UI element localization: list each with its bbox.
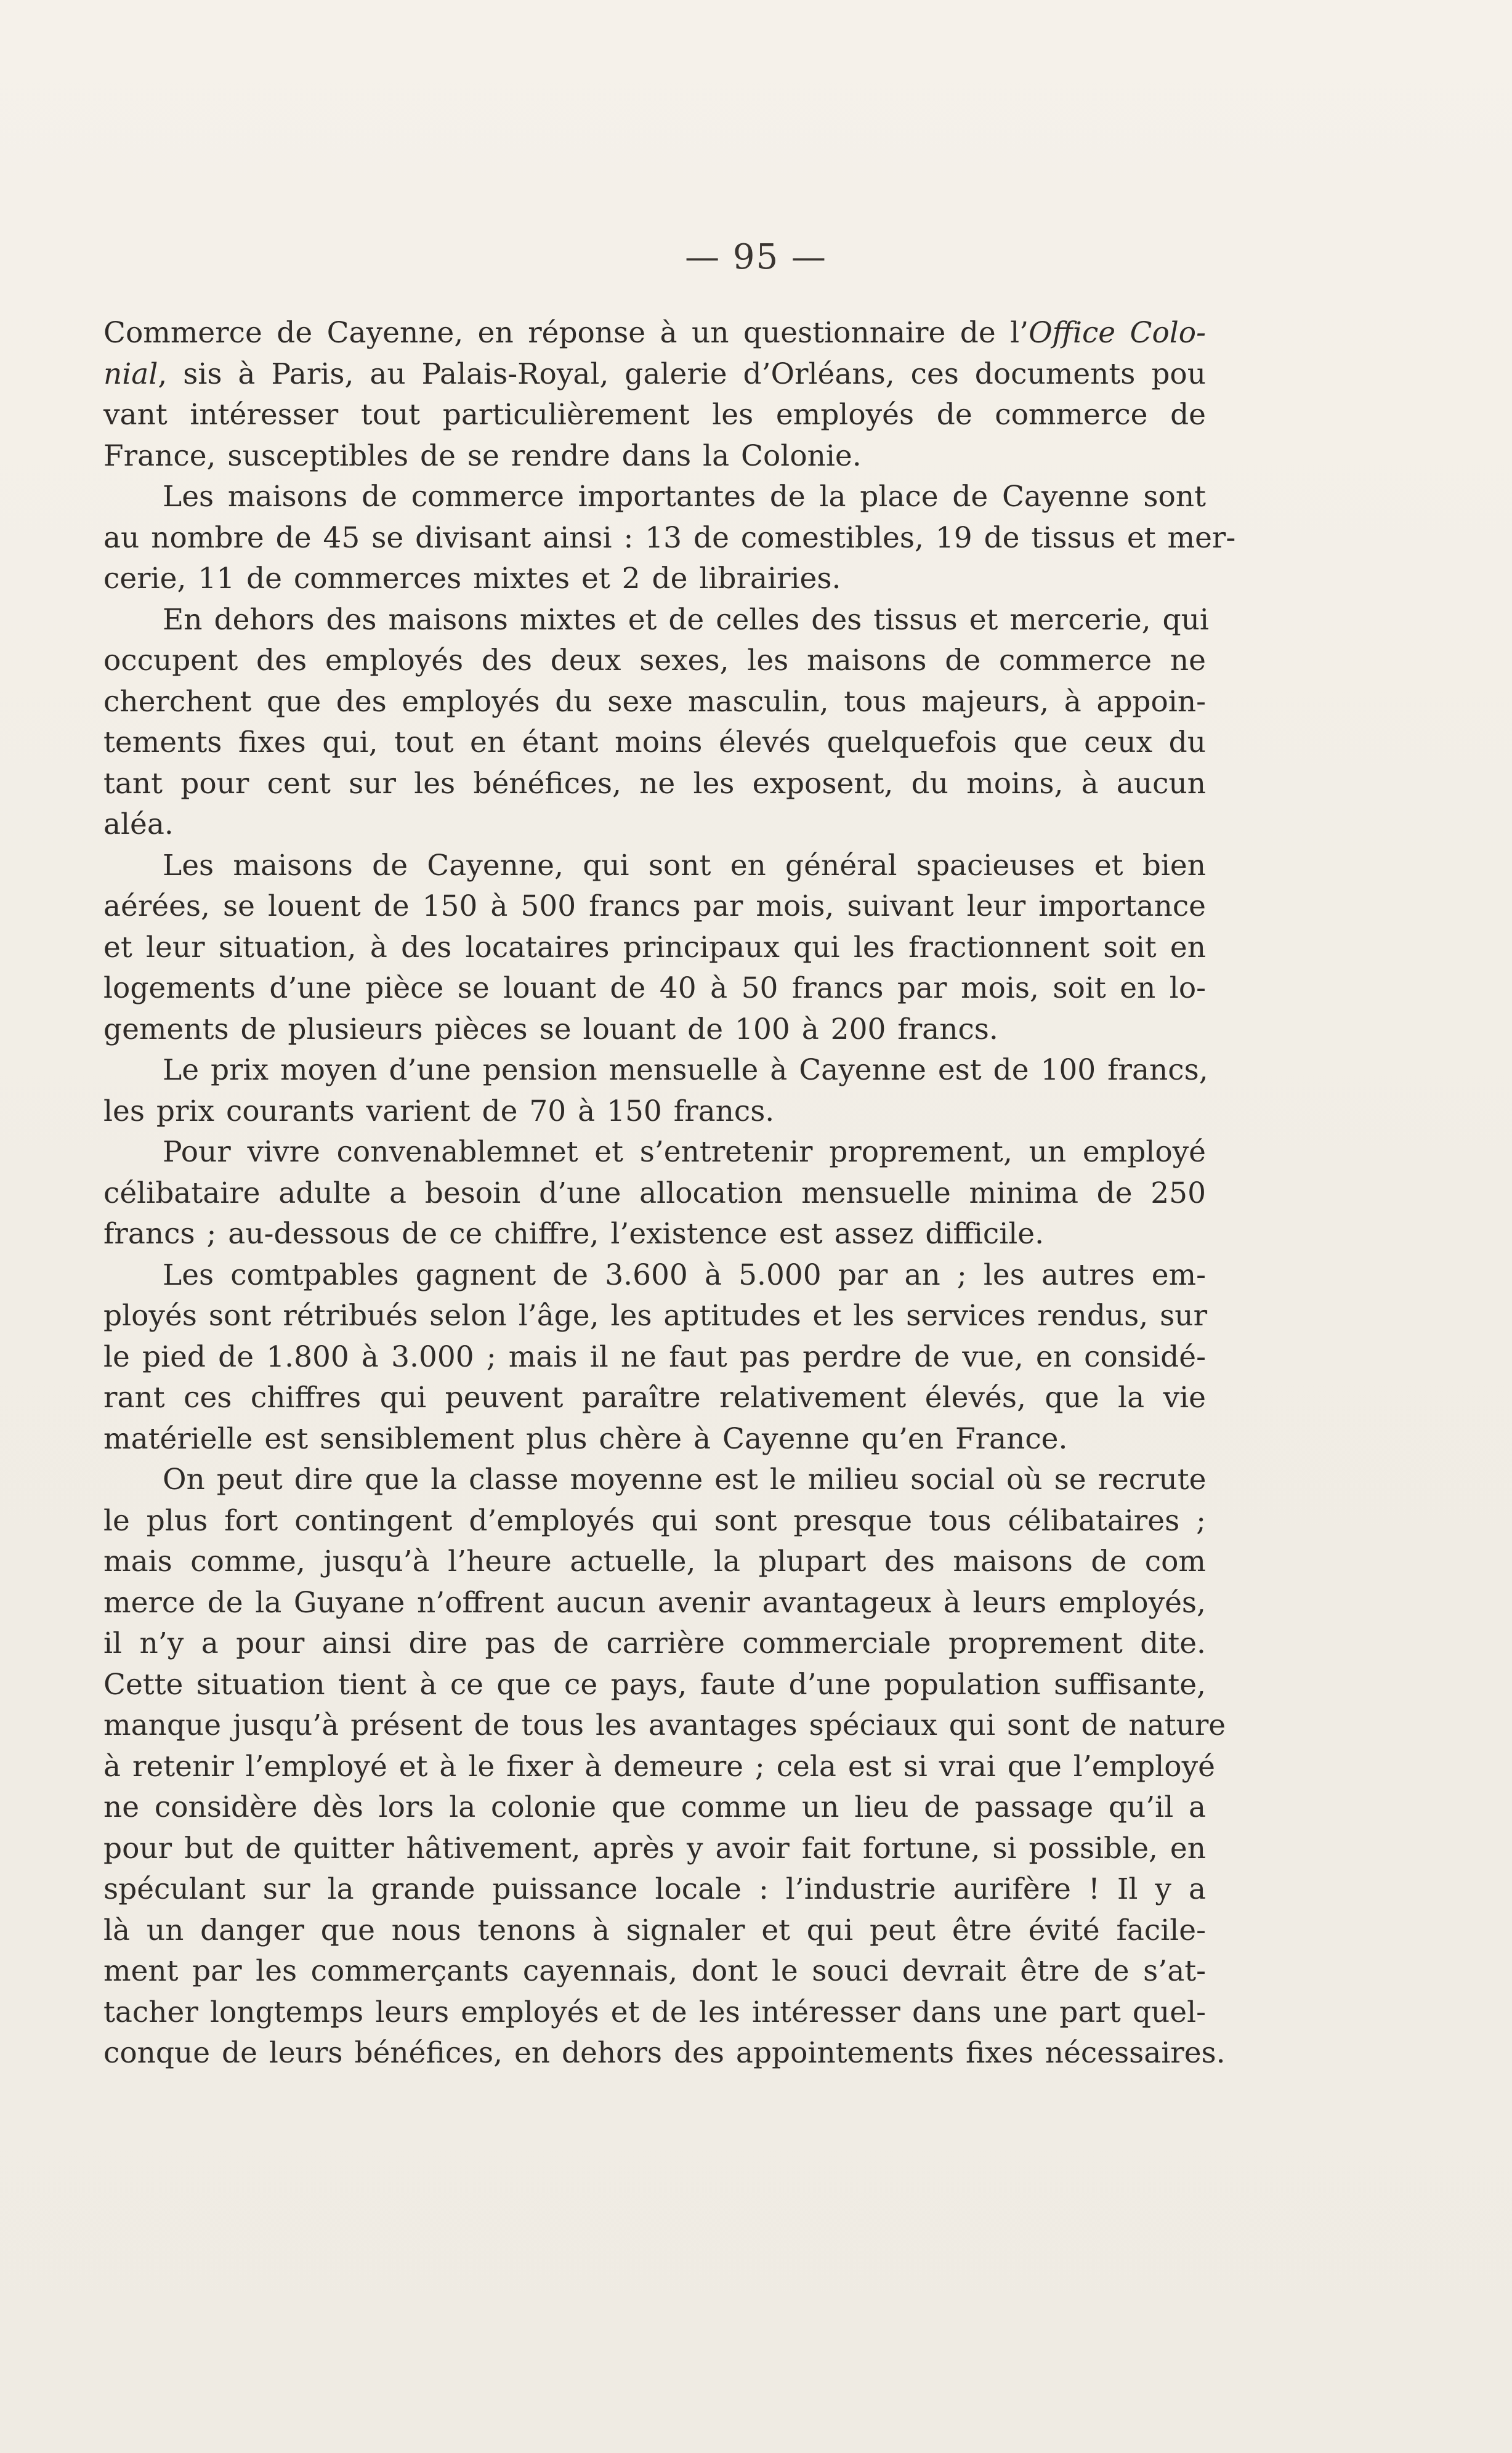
text-line-content: manque jusqu’à présent de tous les avantages spéciaux qui sont de nature <box>103 1708 1226 1742</box>
text-line <box>103 1705 1226 1747</box>
text-line <box>103 1132 1206 1173</box>
text-line <box>103 722 1206 764</box>
text-line <box>103 477 1206 518</box>
text-line-content: Commerce de Cayenne, en réponse à un questionnaire de l’Office Colo- <box>103 316 1206 350</box>
text-line <box>103 1910 1206 1952</box>
text-line-content: France, susceptibles de se rendre dans la Colonie. <box>103 438 862 473</box>
text-line-content: aérées, se louent de 150 à 500 francs par mois, suivant leur importance <box>103 889 1206 923</box>
text-line-content: et leur situation, à des locataires principaux qui les fractionnent soit en <box>103 930 1206 964</box>
text-line <box>103 518 1236 559</box>
text-line-content: pour but de quitter hâtivement, après y avoir fait fortune, si possible, en <box>103 1831 1206 1865</box>
text-line <box>103 968 1206 1009</box>
text-line <box>103 1951 1206 1992</box>
text-line <box>103 1542 1206 1583</box>
text-line-content: aléa. <box>103 807 174 841</box>
text-line-content: vant intéresser tout particulièrement les employés de commerce de <box>103 398 1206 432</box>
text-line-content: tements fixes qui, tout en étant moins élevés quelquefois que ceux du <box>103 725 1206 759</box>
text-line-content: conque de leurs bénéfices, en dehors des appointements fixes nécessaires. <box>103 2036 1226 2070</box>
text-line <box>103 1583 1206 1624</box>
text-line <box>103 1337 1206 1378</box>
text-line-content: occupent des employés des deux sexes, les maisons de commerce ne <box>103 644 1206 677</box>
text-line-content: spéculant sur la grande puissance locale : l’industrie aurifère ! Il y a <box>103 1872 1206 1906</box>
text-line <box>103 1091 1206 1133</box>
text-line <box>103 846 1206 887</box>
text-line <box>103 764 1206 805</box>
text-line-content: cherchent que des employés du sexe masculin, tous majeurs, à appoin- <box>103 684 1206 719</box>
text-line-content: là un danger que nous tenons à signaler et qui peut être évité facile- <box>103 1913 1206 1947</box>
text-line-content: le plus fort contingent d’employés qui sont presque tous célibataires ; <box>103 1503 1206 1538</box>
text-line-content: Pour vivre convenablemnet et s’entretenir proprement, un employé <box>163 1135 1206 1169</box>
text-line <box>103 1829 1206 1870</box>
text-line-content: célibataire adulte a besoin d’une allocation mensuelle minima de 250 <box>103 1176 1206 1210</box>
text-line <box>103 1378 1206 1419</box>
text-line <box>103 1747 1215 1788</box>
text-line-content: à retenir l’employé et à le fixer à demeure ; cela est si vrai que l’employé <box>103 1749 1215 1784</box>
text-line-content: ne considère dès lors la colonie que comme un lieu de passage qu’il a <box>103 1790 1206 1824</box>
text-line-content: logements d’une pièce se louant de 40 à 50 francs par mois, soit en lo- <box>103 971 1206 1005</box>
text-line-content: gements de plusieurs pièces se louant de 100 à 200 francs. <box>103 1012 998 1046</box>
text-line-content: mais comme, jusqu’à l’heure actuelle, la plupart des maisons de com <box>103 1545 1206 1578</box>
text-line-content: Les comtpables gagnent de 3.600 à 5.000 par an ; les autres em- <box>163 1258 1206 1292</box>
text-line-content: rant ces chiffres qui peuvent paraître relativement élevés, que la vie <box>103 1381 1206 1415</box>
text-line-content: ployés sont rétribués selon l’âge, les aptitudes et les services rendus, sur <box>103 1299 1208 1333</box>
text-line <box>103 804 1206 846</box>
text-line <box>103 1009 1206 1051</box>
text-line <box>103 1255 1206 1296</box>
text-line <box>103 559 1206 600</box>
text-line-content: On peut dire que la classe moyenne est le milieu social où se recrute <box>163 1463 1207 1497</box>
text-line <box>103 1050 1206 1091</box>
text-line-content: nial, sis à Paris, au Palais-Royal, galerie d’Orléans, ces documents pou <box>103 357 1206 391</box>
text-line-content: cerie, 11 de commerces mixtes et 2 de librairies. <box>103 562 841 596</box>
text-line-content: Les maisons de commerce importantes de la place de Cayenne sont <box>163 480 1206 514</box>
body-text <box>103 313 1236 2074</box>
text-line <box>103 1869 1206 1910</box>
text-line-content: matérielle est sensiblement plus chère à Cayenne qu’en France. <box>103 1421 1068 1456</box>
text-line <box>103 1992 1206 2034</box>
text-line-content: merce de la Guyane n’offrent aucun avenir avantageux à leurs employés, <box>103 1585 1206 1620</box>
text-line-content: tacher longtemps leurs employés et de les intéresser dans une part quel- <box>103 1995 1206 2029</box>
text-line <box>103 2033 1226 2074</box>
text-line <box>103 1419 1206 1460</box>
text-line-content: Cette situation tient à ce que ce pays, faute d’une population suffisante, <box>103 1667 1206 1702</box>
text-line-content: le pied de 1.800 à 3.000 ; mais il ne faut pas perdre de vue, en considé- <box>103 1340 1206 1374</box>
text-line <box>103 1296 1206 1337</box>
text-line <box>103 600 1209 641</box>
text-line-content: Le prix moyen d’une pension mensuelle à Cayenne est de 100 francs, <box>163 1053 1208 1087</box>
page-number: — 95 — <box>685 237 827 277</box>
text-line <box>103 682 1206 723</box>
text-line <box>103 1460 1206 1501</box>
text-line <box>103 1214 1206 1255</box>
text-line-content: tant pour cent sur les bénéfices, ne les exposent, du moins, à aucun <box>103 766 1206 801</box>
text-line <box>103 1173 1206 1214</box>
text-line <box>103 1501 1206 1542</box>
text-line-content: au nombre de 45 se divisant ainsi : 13 de comestibles, 19 de tissus et mer- <box>103 520 1236 555</box>
text-line <box>103 1623 1206 1665</box>
text-line-content: En dehors des maisons mixtes et de celles des tissus et mercerie, qui <box>163 602 1209 637</box>
text-line <box>103 313 1206 354</box>
text-line <box>103 886 1206 927</box>
text-line-content: il n’y a pour ainsi dire pas de carrière commerciale proprement dite. <box>103 1627 1206 1660</box>
text-line <box>103 1665 1206 1706</box>
text-line <box>103 354 1206 395</box>
text-line-content: ment par les commerçants cayennais, dont le souci devrait être de s’at- <box>103 1954 1206 1988</box>
text-line-content: francs ; au-dessous de ce chiffre, l’existence est assez difficile. <box>103 1217 1045 1251</box>
text-line <box>103 1787 1206 1829</box>
text-line-content: Les maisons de Cayenne, qui sont en général spacieuses et bien <box>163 848 1206 883</box>
text-line <box>103 641 1206 682</box>
text-line <box>103 927 1206 969</box>
text-line-content: les prix courants varient de 70 à 150 francs. <box>103 1094 775 1128</box>
text-line <box>103 395 1206 436</box>
text-line <box>103 436 1206 477</box>
